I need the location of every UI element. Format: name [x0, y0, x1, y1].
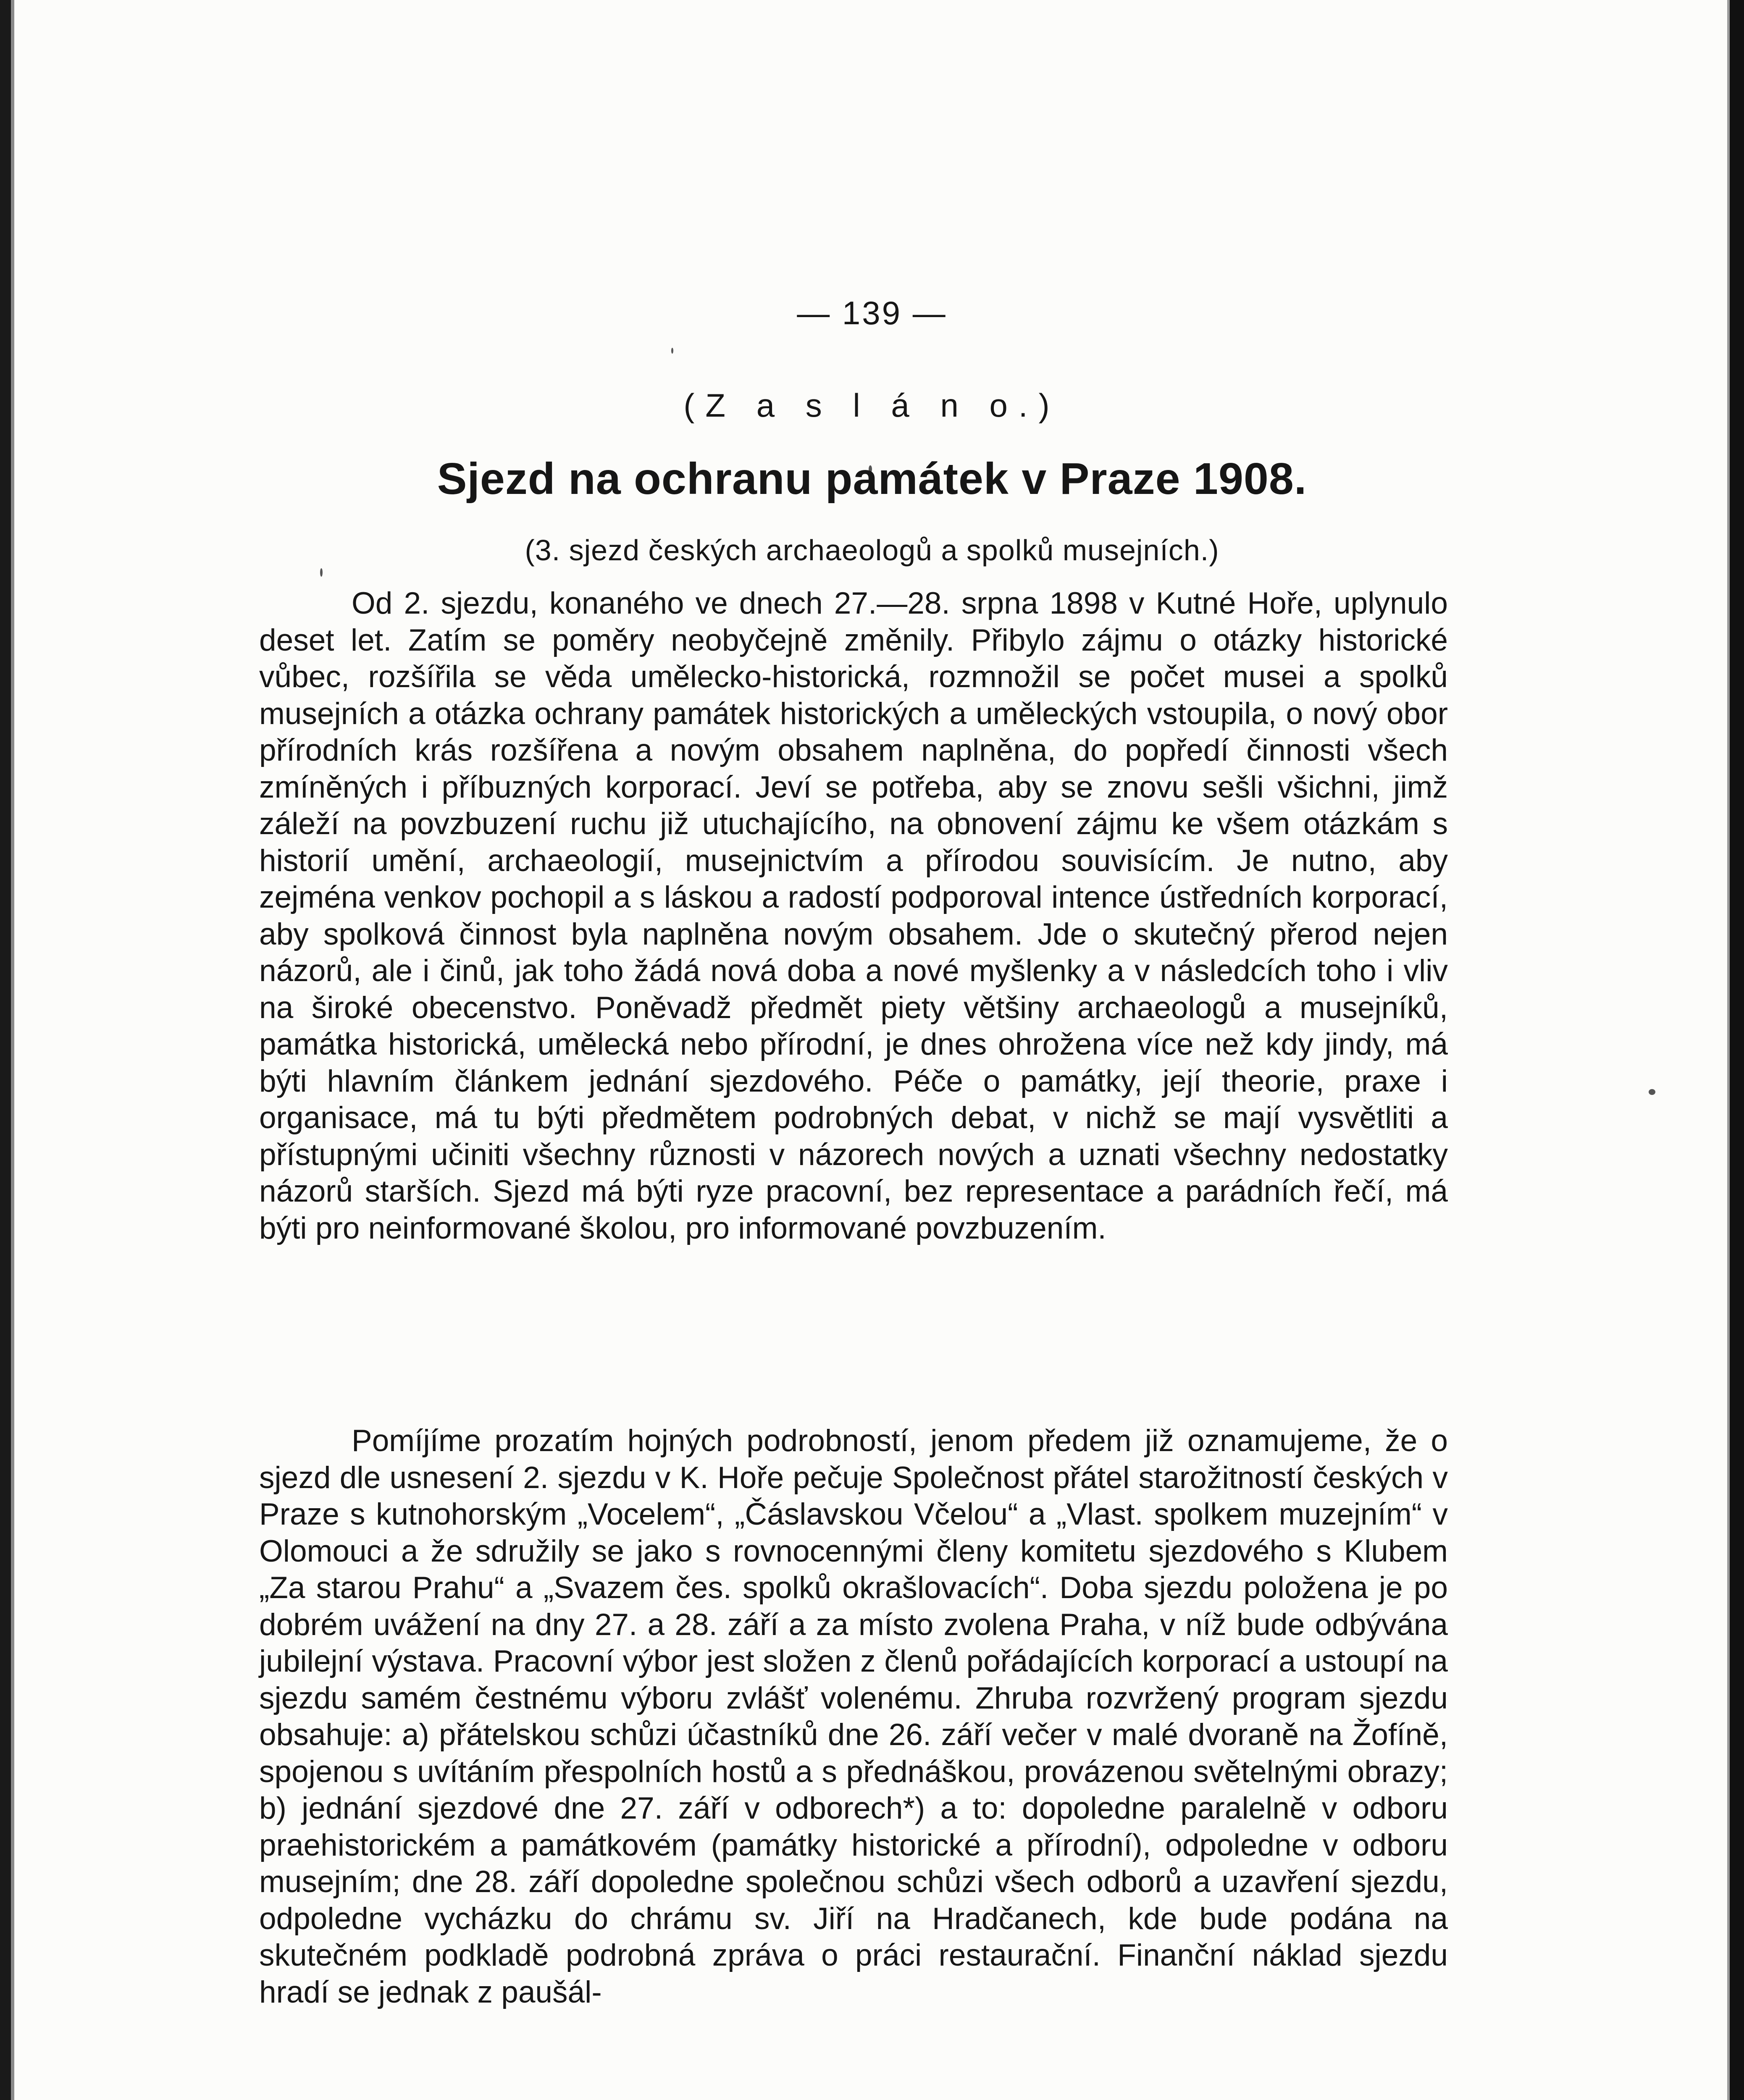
- scan-speck: [320, 568, 323, 577]
- page-number: — 139 —: [797, 294, 947, 331]
- body-paragraph: Pomíjíme prozatím hojných podrobností, jenom předem již oznamujeme, že o sjezd dle usnesení 2. sjezdu v K. Hoře pečuje Společnost přátel starožitností českých v Praze s kutnohorským „Vocelem“, „Čáslavskou Včelou“ a „Vlast. spolkem muzejním“ v Olomouci a že sdružily se jako s rovnocennými členy komitetu sjezdového s Klubem „Za starou Prahu“ a „Svazem čes. spolků okrašlovacích“. Doba sjezdu položena je po dobrém uvážení na dny 27. a 28. září a za místo zvolena Praha, v níž bude odbývána jubilejní výstava. Pracovní výbor jest složen z členů pořádajících korporací a ustoupí na sjezdu samém čestnému výboru zvlášť volenému. Zhruba rozvržený program sjezdu obsahuje: a) přátelskou schůzi účastníků dne 26. září večer v malé dvoraně na Žofíně, spojenou s uvítáním přespolních hostů a s přednáškou, provázenou světelnými obrazy; b) jednání sjezdové dne 27. září v odborech*) a to: dopoledne paralelně v odboru praehistorickém a památkovém (památky historické a přírodní), odpoledne v odboru musejním; dne 28. září dopoledne společnou schůzi všech odborů a uzavření sjezdu, odpoledne vycházku do chrámu sv. Jiří na Hradčanech, kde bude podána na skutečném podkladě podrobná zpráva o práci restaurační. Finanční náklad sjezdu hradí se jednak z paušál-: [259, 1424, 1448, 2009]
- article-subtitle: (3. sjezd českých archaeologů a spolků musejních.): [525, 534, 1219, 567]
- article-title: Sjezd na ochranu památek v Praze 1908.: [437, 454, 1307, 504]
- submitted-note: (Z a s l á n o.): [683, 387, 1061, 424]
- scan-speck: [671, 348, 673, 354]
- body-paragraph: Od 2. sjezdu, konaného ve dnech 27.—28. srpna 1898 v Kutné Hoře, uplynulo deset let. Zatím se poměry neobyčejně změnily. Přibylo zájmu o otázky historické vůbec, rozšířila se věda umělecko-historická, rozmnožil se počet musei a spolků musejních a otázka ochrany památek historických a uměleckých vstoupila, o nový obor přírodních krás rozšířena a novým obsahem naplněna, do popředí činnosti všech zmíněných i příbuzných korporací. Jeví se potřeba, aby se znovu sešli všichni, jimž záleží na povzbuzení ruchu již utuchajícího, na obnovení zájmu ke všem otázkám s historií umění, archaeologií, musejnictvím a přírodou souvisícím. Je nutno, aby zejména venkov pochopil a s láskou a radostí podporoval intence ústředních korporací, aby spolková činnost byla naplněna novým obsahem. Jde o skutečný přerod nejen názorů, ale i činů, jak toho žádá nová doba a nové myšlenky a v následcích toho i vliv na široké obecenstvo. Poněvadž předmět piety většiny archaeologů a musejníků, památka historická, umělecká nebo přírodní, je dnes ohrožena více než kdy jindy, má býti hlavním článkem jednání sjezdového. Péče o památky, její theorie, praxe i organisace, má tu býti předmětem podrobných debat, v nichž se mají vysvětliti a přístupnými učiniti všechny různosti v názorech nových a uznati všechny nedostatky názorů starších. Sjezd má býti ryze pracovní, bez representace a parádních řečí, má býti pro neinformované školou, pro informované povzbuzením.: [259, 586, 1448, 1245]
- scan-speck: [1649, 1089, 1655, 1095]
